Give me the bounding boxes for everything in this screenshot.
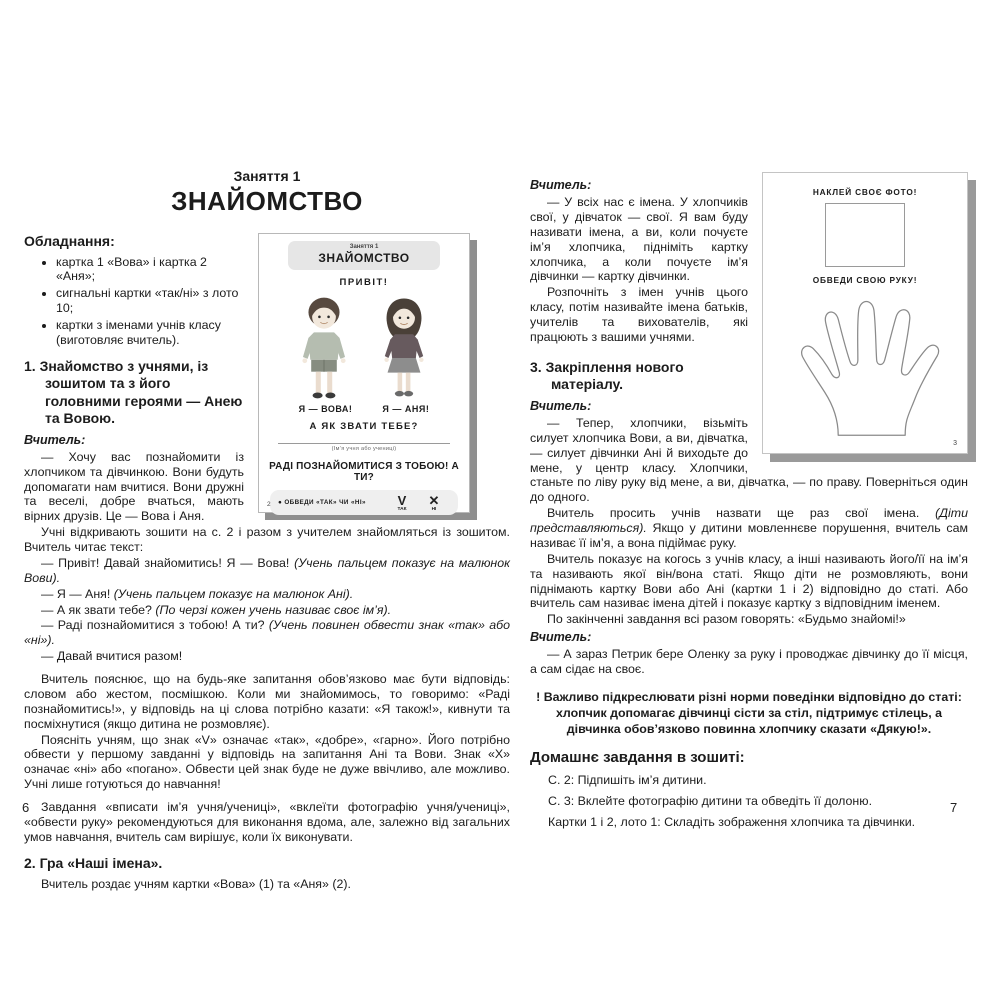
paragraph: — А зараз Петрик бере Оленку за руку і проводжає дівчинку до її місця, а сам сідає на своє. [530,647,968,677]
teacher-label: Вчитель: [530,630,592,645]
hand-page-number: 3 [953,440,957,447]
homework-item: С. 2: Підпишіть ім’я дитини. [548,773,707,788]
dialogue-text: — Привіт! Давай знайомитись! Я — Вова! [41,555,290,570]
workbook-lesson-label: Заняття 1 [349,244,379,250]
homework-heading: Домашнє завдання в зошиті: [530,749,745,767]
paragraph: — Хочу вас познайомити із хлопчиком та дівчинкою. Вони будуть допомагати нам вчитися. Вони дружні та веселі, добре вчаться, мають вірних друзів. Це — Вова і Аня. [24,449,244,524]
yes-mark-label: ТАК [397,506,407,512]
workbook-page-number: 2 [267,501,271,508]
hand-caption: ОБВЕДИ СВОЮ РУКУ! [812,275,918,285]
teacher-label: Вчитель: [24,432,86,447]
stage-direction: (Учень пальцем показує на малюнок Вови). [24,555,510,585]
no-mark [418,494,450,513]
dialogue-line [24,603,510,618]
equipment-item: • сигнальні картки «так/ні» з лото 10; [56,286,510,316]
name-line-caption: (Ім’я учня або учениці) [331,445,397,452]
paragraph: — Тепер, хлопчики, візьміть силует хлопчика Вови, а ви, дівчатка, — силует дівчинки Ані й виходьте до мене, у центр класу. Хлопчики, станьте по ліву руку від мене, а ви, дівчатка, — по праву. Поверніться один до одного. [530,415,968,505]
dialogue-line [24,618,510,648]
right-page [530,168,968,836]
paragraph-text: Якщо у дитини мовленнєве порушення, вчитель сам називає її ім’я, а вона підіймає руку. [530,521,968,550]
boy-illustration [292,291,356,403]
dialogue-text: — Раді познайомитися з тобою! А ти? [41,618,265,633]
dialogue-line [24,556,510,586]
paragraph: Поясніть учням, що знак «V» означає «так», «добре», «гарно». Його потрібно обвести у першому завданні у відповідь на запитання Ані та Вови. Знак «X» означає «ні» або «погано». Обвести цей знак буде не дуже ввічливо, але можливо. Учні лише готуються до навчання! [24,732,510,792]
homework-item: С. 3: Вклейте фотографію дитини та обведіть її долоню. [548,794,873,809]
no-mark-label: НІ [431,506,437,512]
equipment-item: • картка 1 «Вова» і картка 2 «Аня»; [56,255,510,285]
workbook-page-preview [258,233,470,513]
equipment-item: • картки з іменами учнів класу (виготовляє вчитель). [56,318,510,348]
left-page [24,168,510,893]
section3-heading: 3. Закріплення нового матеріалу. [530,358,684,393]
section2-heading: 2. Гра «Наші імена». [24,854,163,871]
hand-page-preview [762,172,968,454]
workbook-header-band [288,241,440,270]
stage-direction: (Учень пальцем показує на малюнок Ані). [113,586,354,601]
stage-direction: (По черзі кожен учень називає своє ім’я). [155,602,392,617]
page-title: ЗНАЙОМСТВО [171,186,363,216]
paragraph: Учні відкривають зошити на с. 2 і разом з учителем знайомляться із зошитом. Вчитель читає текст: [24,525,510,555]
page-number-left: 6 [22,800,30,815]
paragraph: — У всіх нас є імена. У хлопчиків свої, у дівчаток — свої. Я вам буду називати імена, а ви, коли почуєте ім’я хлопчика, підніміть картку хлопчика, а коли почуєте ім’я дівчинки — картку дівчинки. [530,195,748,284]
page-number-right: 7 [950,800,958,815]
dialogue-text: — Я — Аня! [41,586,111,601]
paragraph: Завдання «вписати ім’я учня/учениці», «вклеїти фотографію учня/учениці», «обвести руку» рекомендуються для виконання вдома, але, залежно від загальних умов навчання, вчитель сам вирішує, коли їх виконувати. [24,800,510,844]
stage-direction: (Учень повинен обвести знак «так» або «ні»). [24,618,510,648]
circle-task-band [270,490,458,516]
teacher-label: Вчитель: [530,398,592,413]
girl-name-label: Я — АНЯ! [382,403,430,414]
dialogue-text: — А як звати тебе? [41,602,152,617]
paragraph: По закінченні завдання всі разом говорять: «Будьмо знайомі!» [547,612,906,627]
equipment-heading: Обладнання: [24,233,115,249]
lesson-label: Заняття 1 [233,168,301,184]
paragraph: Вчитель роздає учням картки «Вова» (1) та «Аня» (2). [41,877,351,892]
name-write-line [278,443,450,444]
yes-mark [386,494,418,513]
photo-placeholder-box [825,203,905,267]
hand-outline-illustration [785,287,945,437]
dialogue-line [24,587,510,602]
girl-illustration [372,291,436,403]
paragraph: Вчитель пояснює, що на будь-яке запитання обов’язково має бути відповідь: словом або жестом, посмішкою. Коли ми знайомимось, то говоримо: «Раді познайомитись!», у відповідь на ці слова потрібно казати: «Я також!», кивнути та посміхнутися (якщо дитина не розмовляє). [24,672,510,731]
workbook-question: А ЯК ЗВАТИ ТЕБЕ? [309,420,419,432]
boy-name-label: Я — ВОВА! [298,403,353,414]
paragraph: Вчитель показує на когось з учнів класу, а інші називають його/її на ім’я та називають якої він/вона статі. Якщо діти не розмовляють, вони піднімають картку Вови або Ані (картки 1 і 2) відповідно до статі. Або вчитель сам називає імена дітей і показує картку з відповідним іменем. [530,551,968,611]
homework-item: Картки 1 і 2, лото 1: Складіть зображення хлопчика та дівчинки. [548,815,916,830]
important-note: ! Важливо підкреслювати різні норми поведінки відповідно до статі: хлопчик допомагає дівчинці сісти за стіл, підтримує стілець, а дівчинка обов’язково повинна хлопчику сказати «Дякую!». [536,690,962,737]
dialogue-line [24,649,510,664]
kids-illustration [259,291,469,403]
stage-direction: (Діти представляються). [530,506,968,536]
workbook-greeting: ПРИВІТ! [339,276,389,288]
teacher-label: Вчитель: [530,178,592,192]
photo-caption: НАКЛЕЙ СВОЄ ФОТО! [812,187,918,197]
paragraph: Розпочніть з імен учнів цього класу, потім називайте імена батьків, учителів та вихователів, які працюють з вашими учнями. [530,285,748,344]
workbook-bottom-question: РАДІ ПОЗНАЙОМИТИСЯ З ТОБОЮ! А ТИ? [269,460,459,483]
paragraph [530,506,968,551]
circle-task-label: ● ОБВЕДИ «ТАК» ЧИ «НІ» [278,499,366,507]
yes-mark-icon: V [397,492,407,508]
workbook-title: ЗНАЙОМСТВО [318,251,410,266]
paragraph-text: Вчитель просить учнів назвати ще раз свої імена. [547,506,936,521]
no-mark-icon: ✕ [428,492,440,508]
section1-heading: 1. Знайомство з учнями, із зошитом та з його головними героями — Анею та Вовою. [24,357,243,427]
dialogue-text: — Давай вчитися разом! [41,649,183,664]
